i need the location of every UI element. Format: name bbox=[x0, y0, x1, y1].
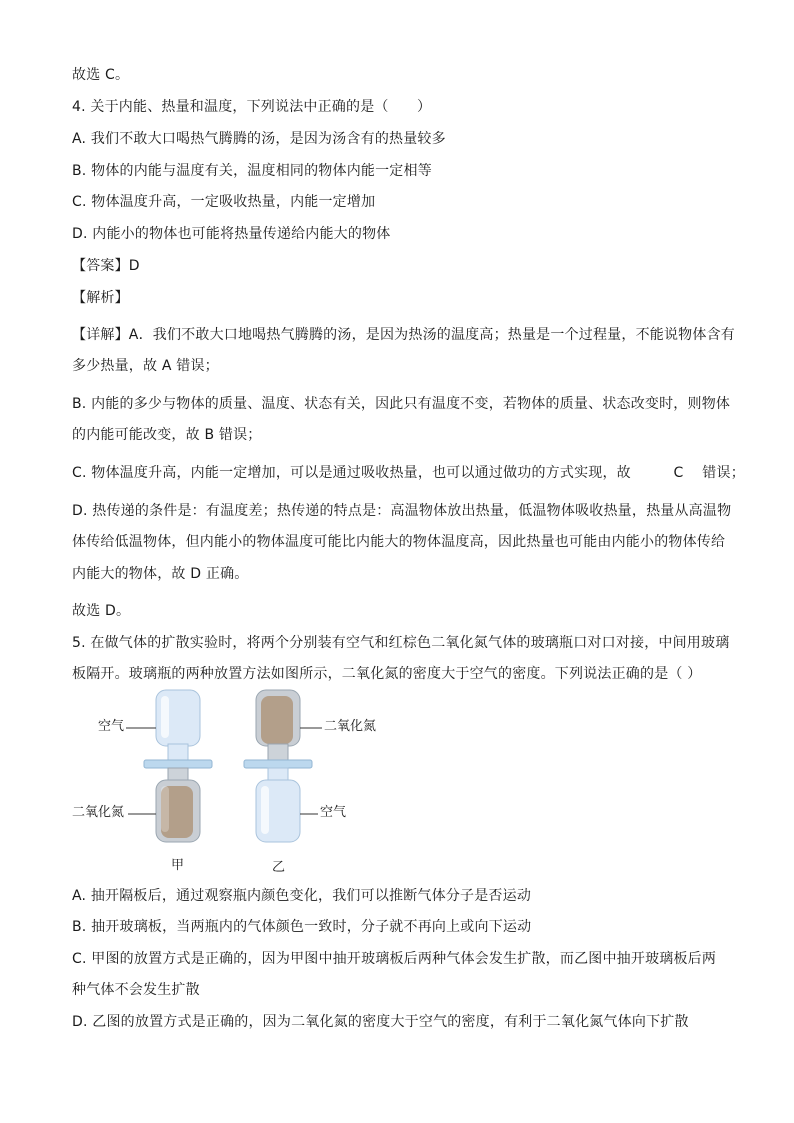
option-c: C. 物体温度升高，一定吸收热量，内能一定增加 bbox=[72, 194, 376, 210]
question-5-stem: 5. 在做气体的扩散实验时，将两个分别装有空气和红棕色二氧化氮气体的玻璃瓶口对口对接，中间用玻璃 bbox=[72, 635, 730, 651]
caption-yi: 乙 bbox=[272, 860, 286, 875]
bottles-illustration bbox=[72, 688, 392, 878]
option-a: A. 我们不敢大口喝热气腾腾的汤，是因为汤含有的热量较多 bbox=[72, 131, 446, 147]
question-4-stem: 4. 关于内能、热量和温度，下列说法中正确的是（ ） bbox=[72, 99, 432, 115]
option-b: B. 物体的内能与温度有关，温度相同的物体内能一定相等 bbox=[72, 163, 432, 179]
explanation-line: 体传给低温物体，但内能小的物体温度可能比内能大的物体温度高，因此热量也可能由内能小的物体传给 bbox=[72, 534, 726, 550]
setup-yi bbox=[244, 690, 322, 842]
option-d: D. 乙图的放置方式是正确的，因为二氧化氮的密度大于空气的密度，有利于二氧化氮气体向下扩散 bbox=[72, 1014, 689, 1030]
question-5-stem: 板隔开。玻璃瓶的两种放置方法如图所示，二氧化氮的密度大于空气的密度。下列说法正确的是（ ） bbox=[72, 666, 702, 682]
explanation-line: 的内能可能改变，故 B 错误； bbox=[72, 427, 262, 443]
explanation-line: 内能大的物体，故 D 正确。 bbox=[72, 566, 249, 582]
explanation-line: D. 热传递的条件是：有温度差；热传递的特点是：高温物体放出热量，低温物体吸收热量，热量从高温物 bbox=[72, 503, 732, 519]
text-line: 故选 D。 bbox=[72, 603, 131, 619]
answer: 【答案】D bbox=[72, 258, 140, 274]
analysis-heading: 【解析】 bbox=[72, 290, 129, 306]
option-c: C. 甲图的放置方式是正确的，因为甲图中抽开玻璃板后两种气体会发生扩散，而乙图中抽开玻璃板后两 bbox=[72, 951, 717, 967]
explanation-line: C. 物体温度升高，内能一定增加，可以是通过吸收热量，也可以通过做功的方式实现，故 C 错误； bbox=[72, 465, 745, 481]
label-air-jia: 空气 bbox=[98, 719, 125, 734]
option-a: A. 抽开隔板后，通过观察瓶内颜色变化，我们可以推断气体分子是否运动 bbox=[72, 888, 532, 904]
setup-jia bbox=[126, 690, 212, 842]
explanation-line: B. 内能的多少与物体的质量、温度、状态有关，因此只有温度不变，若物体的质量、状态改变时，则物体 bbox=[72, 396, 731, 412]
text-line: 故选 C。 bbox=[72, 67, 130, 83]
diffusion-figure bbox=[72, 688, 392, 878]
label-air-yi: 空气 bbox=[320, 805, 347, 820]
caption-jia: 甲 bbox=[171, 858, 185, 873]
option-d: D. 内能小的物体也可能将热量传递给内能大的物体 bbox=[72, 226, 391, 242]
label-no2-yi: 二氧化氮 bbox=[324, 719, 377, 734]
explanation-line: 多少热量，故 A 错误； bbox=[72, 358, 219, 374]
option-b: B. 抽开玻璃板，当两瓶内的气体颜色一致时，分子就不再向上或向下运动 bbox=[72, 919, 532, 935]
label-no2-jia: 二氧化氮 bbox=[72, 805, 125, 820]
explanation-line: 【详解】A．我们不敢大口地喝热气腾腾的汤，是因为热汤的温度高；热量是一个过程量，不能说物体含有 bbox=[72, 327, 735, 343]
option-c-cont: 种气体不会发生扩散 bbox=[72, 982, 200, 998]
